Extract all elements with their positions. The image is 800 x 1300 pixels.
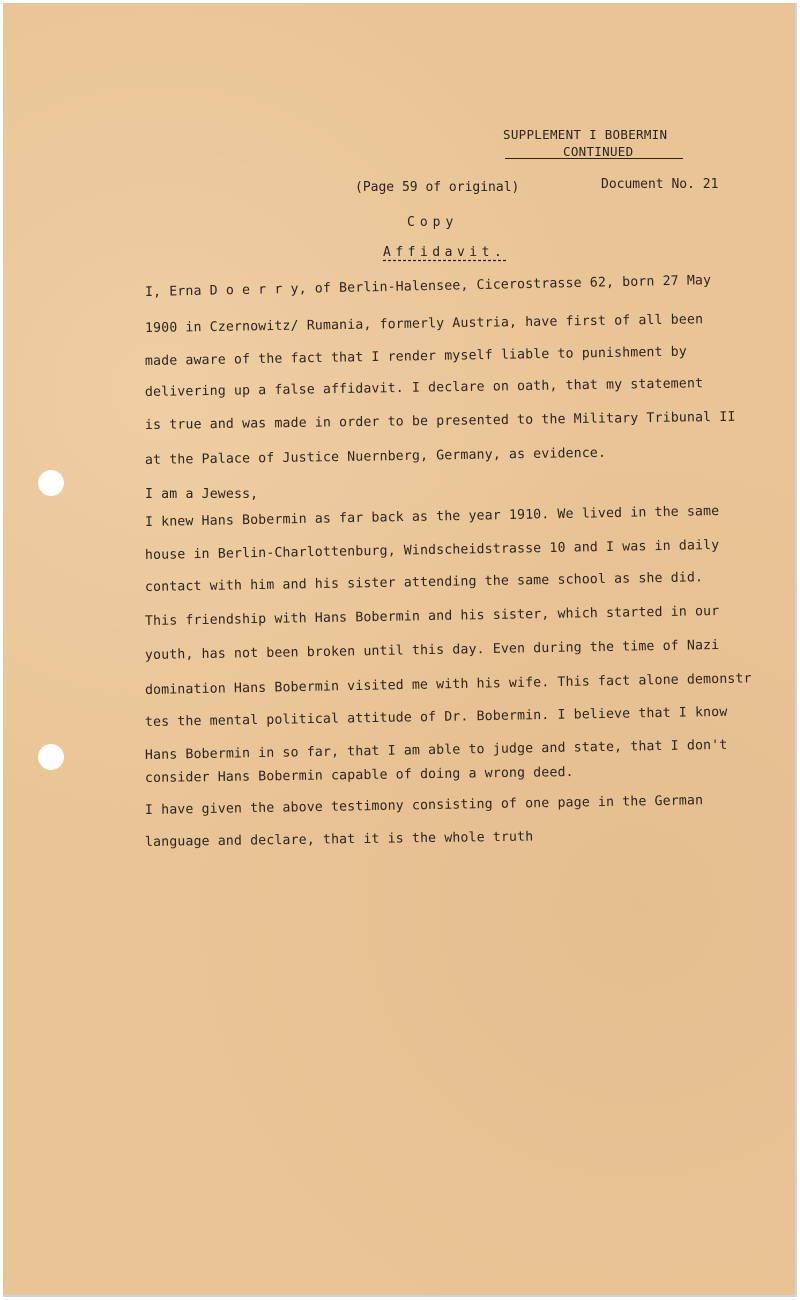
page-reference: (Page 59 of original) [355,180,520,195]
body-line: I have given the above testimony consisting of one page in the German [144,793,704,818]
document-number: Document No. 21 [601,177,719,192]
body-line: This friendship with Hans Bobermin and his sister, which started in our [144,603,720,629]
body-line: contact with him and his sister attending the same school as she did. [144,570,704,595]
punch-hole [38,744,64,770]
body-line: tes the mental political attitude of Dr. Bobermin. I believe that I know [144,704,728,730]
document-page [3,3,797,1297]
body-line: made aware of the fact that I render myself liable to punishment by [144,344,688,369]
body-line: I am a Jewess, [145,487,259,502]
supplement-heading: SUPPLEMENT I BOBERMIN [503,127,668,142]
body-line: Hans Bobermin in so far, that I am able to judge and state, that I don't [144,737,728,763]
body-line: 1900 in Czernowitz/ Rumania, formerly Austria, have first of all been [144,312,704,336]
punch-hole [38,470,64,496]
body-line: consider Hans Bobermin capable of doing a wrong deed. [144,765,574,786]
body-line: domination Hans Bobermin visited me with his wife. This fact alone demonstr [144,671,752,698]
copy-label: Copy [407,215,459,230]
body-line: at the Palace of Justice Nuernberg, Germany, as evidence. [144,445,607,468]
body-line: I knew Hans Bobermin as far back as the year 1910. We lived in the same [144,503,720,530]
body-line: I, Erna D o e r r y, of Berlin-Halensee, Cicerostrasse 62, born 27 May [144,273,712,300]
heading-underline [505,158,683,159]
body-line: delivering up a false affidavit. I declare on oath, that my statement [144,376,704,400]
body-line: house in Berlin-Charlottenburg, Windscheidstrasse 10 and I was in daily [144,537,720,563]
body-line: youth, has not been broken until this day. Even during the time of Nazi [144,637,720,663]
continued-heading: CONTINUED [563,144,634,159]
body-line: language and declare, that it is the whole truth [144,829,534,850]
document-title: Affidavit. [383,245,507,260]
body-line: is true and was made in order to be presented to the Military Tribunal II [144,409,736,433]
